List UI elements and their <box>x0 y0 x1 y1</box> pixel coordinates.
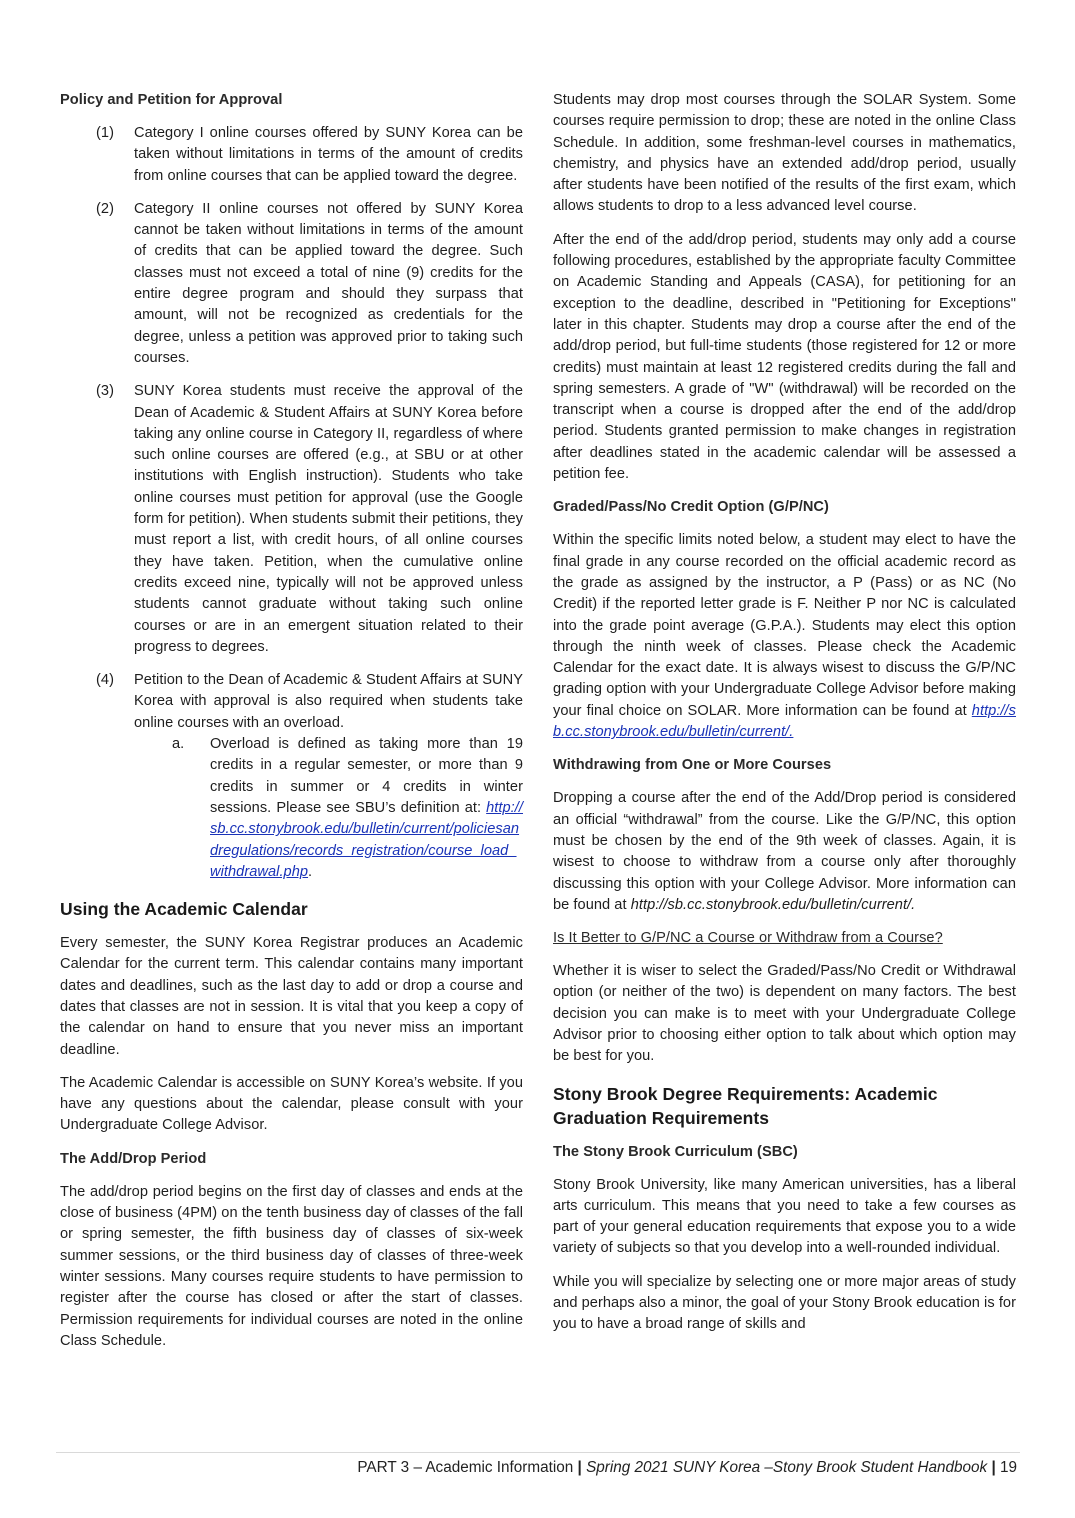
drop-paragraph-1: Students may drop most courses through the SOLAR System. Some courses require permission to drop; these are noted in the online Class Schedule. In addition, some freshman-level courses in mathematics, chemistry, and physics have an extended add/drop period, usually after students have been notified of the results of the first exam, which allows students to drop to a less advanced level course. <box>553 92 1016 215</box>
sbu-withdrawal-link[interactable]: http://sb.cc.stonybrook.edu/bulletin/current/policiesandregulations/records_registration/course_load_withdrawal.php <box>210 799 523 880</box>
footer-part: PART 3 – Academic Information <box>357 1459 574 1476</box>
degree-heading: Stony Brook Degree Requirements: Academic Graduation Requirements <box>553 1083 938 1128</box>
footer-title: Spring 2021 SUNY Korea <box>586 1459 761 1476</box>
bulletin-link[interactable]: http://sb.cc.stonybrook.edu/bulletin/current/. <box>553 702 1016 741</box>
left-column <box>60 90 523 1364</box>
footer-divider <box>56 1452 1020 1453</box>
footer-separator: | <box>991 1459 996 1476</box>
gpnc-heading: Graded/Pass/No Credit Option (G/P/NC) <box>553 499 829 516</box>
withdraw-heading: Withdrawing from One or More Courses <box>553 757 832 774</box>
footer-separator: | <box>577 1459 582 1476</box>
adddrop-heading: The Add/Drop Period <box>60 1150 207 1167</box>
sbc-heading: The Stony Brook Curriculum (SBC) <box>553 1143 798 1160</box>
sbc-paragraph-2: While you will specialize by selecting one or more major areas of study and perhaps also a minor, the goal of your Stony Brook education is for you to have a broad range of skills and <box>553 1273 1016 1333</box>
footer-subtitle: Stony Brook Student Handbook <box>772 1459 988 1476</box>
policy-heading: Policy and Petition for Approval <box>60 92 283 108</box>
sbc-paragraph-1: Stony Brook University, like many American universities, has a liberal arts curriculum. This means that you need to take a few courses as part of your general education requirements that expose you to a wide variety of subjects so that you develop into a well-rounded individual. <box>553 1176 1016 1257</box>
list-number: (2) <box>96 200 114 217</box>
sub-list-body: Overload is defined as taking more than 19 credits in a regular semester, or more than 9 credits in summer or 4 credits in winter sessions. Please see SBU’s definition at: <box>210 736 523 816</box>
withdraw-url: http://sb.cc.stonybrook.edu/bulletin/current/. <box>630 896 916 913</box>
list-text: SUNY Korea students must receive the approval of the Dean of Academic & Student Affairs at SUNY Korea before taking any online course in Category II, regardless of where such online courses are offered (e.g., at SBU or at other institutions with English instruction). Students who take online courses must petition for approval (use the Google form for petition). When students submit their petitions, they must report a list, with credit hours, of all online courses they have taken. Petition, when the cumulative online credits exceed nine, typically will not be approved unless students cannot graduate without taking such online courses or are in an emergent situation related to their progress to degrees. <box>134 383 523 655</box>
list-item <box>60 199 523 369</box>
sub-list-letter: a. <box>172 736 185 753</box>
gpnc-text: Within the specific limits noted below, a student may elect to have the final grade in any course recorded on the official academic record as the grade as assigned by the instructor, a P (Pass) or as NC (No Credit) if the reported letter grade is F. Neither P nor NC is calculated into the grade point average (G.P.A.). Students may elect this option through the ninth week of classes. Please check the Academic Calendar for the exact date. It is always wisest to discuss the G/P/NC grading option with your Undergraduate College Advisor before making your final choice on SOLAR. More information can be found at <box>553 532 1016 719</box>
calendar-paragraph-2: The Academic Calendar is accessible on SUNY Korea’s website. If you have any questions about the calendar, please consult with your Undergraduate College Advisor. <box>60 1074 523 1134</box>
sub-list-after: . <box>308 863 313 880</box>
sub-list-text <box>210 734 523 883</box>
withdraw-text: Dropping a course after the end of the Add/Drop period is considered an official “withdrawal” from the course. Like the G/P/NC, this option must be chosen by the end of the 9th week of classes. Again, it is wisest to choose to withdraw from a course only after thoroughly discussing this option with your College Advisor. More information can be found at <box>553 790 1016 913</box>
list-text: Petition to the Dean of Academic & Student Affairs at SUNY Korea with approval is also required when students take online courses with an overload. <box>134 672 523 731</box>
list-text: Category I online courses offered by SUNY Korea can be taken without limitations in terms of the amount of credits from online courses that can be applied toward the degree. <box>134 125 523 184</box>
list-item <box>60 123 523 187</box>
sub-list-item <box>134 734 523 883</box>
better-paragraph: Whether it is wiser to select the Graded/Pass/No Credit or Withdrawal option (or neither of the two) is dependent on many factors. The best decision you can make is to meet with your Undergraduate College Advisor prior to choosing either option to talk about which option may be best for you. <box>553 963 1016 1065</box>
calendar-heading: Using the Academic Calendar <box>60 899 308 920</box>
better-heading <box>553 928 1016 949</box>
drop-paragraph-2: After the end of the add/drop period, students may only add a course following procedures, established by the appropriate faculty Committee on Academic Standing and Appeals (CASA), for petitioning for an exception to the deadline, described in "Petitioning for Exceptions" later in this chapter. Students may drop a course after the end of the add/drop period, but full-time students (those registered for 12 or more credits) must maintain at least 12 registered credits during the fall and spring semesters. A grade of "W" (withdrawal) will be recorded on the transcript when a course is dropped after the end of the add/drop period. Students granted permission to make changes in registration after deadlines stated in the academic calendar will be assessed a petition fee. <box>553 231 1016 483</box>
page-footer <box>357 1459 1017 1477</box>
list-item <box>60 381 523 658</box>
list-item <box>60 670 523 734</box>
adddrop-paragraph-1: The add/drop period begins on the first day of classes and ends at the close of business (4PM) on the tenth business day of classes of the fall or spring semester, the fifth business day of classes of six-week summer sessions, or the third business day of classes of three-week winter sessions. Many courses require students to have permission to register after the course has closed or after the start of classes. Permission requirements for individual courses are noted in the online Class Schedule. <box>60 1183 523 1349</box>
footer-dash: – <box>764 1459 773 1476</box>
list-number: (4) <box>96 672 114 689</box>
list-number: (1) <box>96 125 114 141</box>
better-heading-text: Is It Better to G/P/NC a Course or Withdraw from a Course? <box>553 930 943 947</box>
right-column <box>553 90 1016 1348</box>
gpnc-paragraph <box>553 530 1016 743</box>
list-number: (3) <box>96 383 114 400</box>
calendar-paragraph-1: Every semester, the SUNY Korea Registrar produces an Academic Calendar for the current term. This calendar contains many important dates and deadlines, such as the last day to add or drop a course and dates that classes are not in session. It is vital that you keep a copy of the calendar on hand to ensure that you never miss an important deadline. <box>60 935 523 1058</box>
withdraw-paragraph <box>553 788 1016 916</box>
list-text: Category II online courses not offered by SUNY Korea cannot be taken without limitations in terms of the amount of credits that can be applied toward the degree. Such classes must not exceed a total of nine (9) credits for the entire degree program and should they surpass that amount, will not be recognized as credentials for the degree, unless a petition was approved prior to taking such courses. <box>134 200 523 366</box>
page-number: 19 <box>999 1459 1017 1476</box>
